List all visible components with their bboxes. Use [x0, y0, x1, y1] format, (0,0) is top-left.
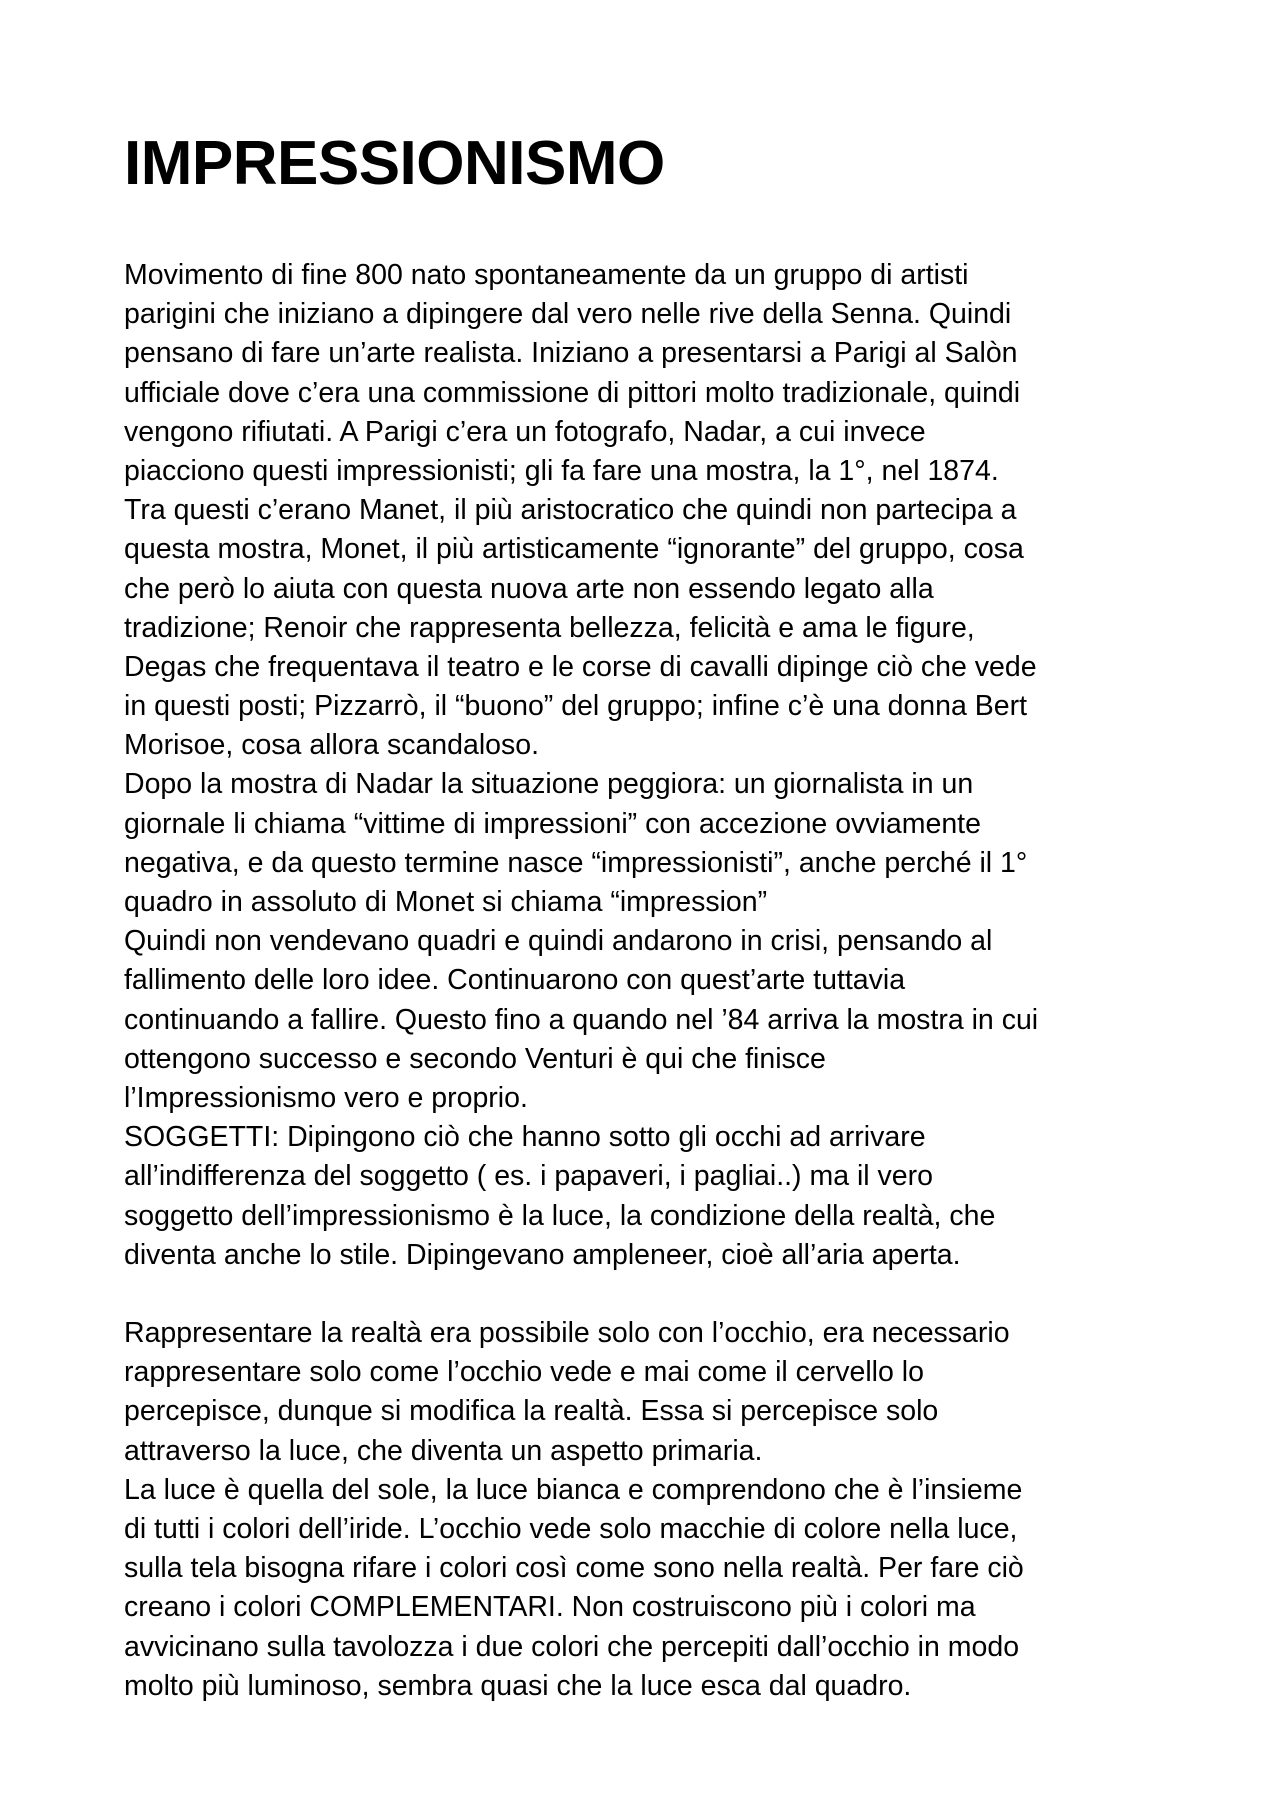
text-line: Quindi non vendevano quadri e quindi andarono in crisi, pensando al [124, 925, 993, 958]
text-line: fallimento delle loro idee. Continuarono con quest’arte tuttavia [124, 964, 906, 997]
document-body [124, 256, 1184, 1706]
text-line: rappresentare solo come l’occhio vede e mai come il cervello lo [124, 1356, 924, 1389]
text-line: ufficiale dove c’era una commissione di pittori molto tradizionale, quindi [124, 376, 1021, 409]
text-line: pensano di fare un’arte realista. Iniziano a presentarsi a Parigi al Salòn [124, 337, 1018, 370]
text-line: questa mostra, Monet, il più artisticamente “ignorante” del gruppo, cosa [124, 533, 1024, 566]
text-line: percepisce, dunque si modifica la realtà. Essa si percepisce solo [124, 1395, 939, 1428]
document-title: IMPRESSIONISMO [124, 129, 665, 198]
text-line: Dopo la mostra di Nadar la situazione peggiora: un giornalista in un [124, 768, 974, 801]
text-line: negativa, e da questo termine nasce “impressionisti”, anche perché il 1° [124, 846, 1028, 879]
text-line: Rappresentare la realtà era possibile solo con l’occhio, era necessario [124, 1317, 1010, 1350]
text-line: diventa anche lo stile. Dipingevano ampleneer, cioè all’aria aperta. [124, 1238, 961, 1271]
text-line: giornale li chiama “vittime di impressioni” con accezione ovviamente [124, 807, 981, 840]
text-line: Movimento di fine 800 nato spontaneamente da un gruppo di artisti [124, 259, 969, 291]
text-line: vengono rifiutati. A Parigi c’era un fotografo, Nadar, a cui invece [124, 415, 926, 448]
text-line: quadro in assoluto di Monet si chiama “impression” [124, 886, 768, 918]
text-line: sulla tela bisogna rifare i colori così come sono nella realtà. Per fare ciò [124, 1552, 1024, 1585]
text-line: La luce è quella del sole, la luce bianca e comprendono che è l’insieme [124, 1473, 1023, 1506]
text-line: Morisoe, cosa allora scandaloso. [124, 729, 540, 762]
paragraph-block-2 [124, 1314, 1184, 1706]
text-line: piacciono questi impressionisti; gli fa fare una mostra, la 1°, nel 1874. [124, 454, 999, 487]
paragraph-block-1 [124, 256, 1184, 1275]
text-line: avvicinano sulla tavolozza i due colori che percepiti dall’occhio in modo [124, 1630, 1020, 1663]
text-line: Degas che frequentava il teatro e le corse di cavalli dipinge ciò che vede [124, 650, 1037, 683]
text-line: di tutti i colori dell’iride. L’occhio vede solo macchie di colore nella luce, [124, 1513, 1018, 1545]
text-line: in questi posti; Pizzarrò, il “buono” del gruppo; infine c’è una donna Bert [124, 690, 1028, 723]
text-line: parigini che iniziano a dipingere dal vero nelle rive della Senna. Quindi [124, 298, 1012, 331]
text-line: continuando a fallire. Questo fino a quando nel ’84 arriva la mostra in cui [124, 1003, 1039, 1036]
text-line: tradizione; Renoir che rappresenta bellezza, felicità e ama le figure, [124, 611, 975, 644]
paragraph-gap [124, 1275, 1184, 1314]
text-line: l’Impressionismo vero e proprio. [124, 1081, 528, 1114]
text-line: SOGGETTI: Dipingono ciò che hanno sotto gli occhi ad arrivare [124, 1121, 926, 1154]
text-line: soggetto dell’impressionismo è la luce, la condizione della realtà, che [124, 1199, 996, 1232]
text-line: all’indifferenza del soggetto ( es. i papaveri, i pagliai..) ma il vero [124, 1160, 933, 1193]
text-line: attraverso la luce, che diventa un aspetto primaria. [124, 1434, 763, 1467]
text-line: molto più luminoso, sembra quasi che la luce esca dal quadro. [124, 1669, 912, 1702]
text-line: Tra questi c’erano Manet, il più aristocratico che quindi non partecipa a [124, 494, 1017, 527]
text-line: che però lo aiuta con questa nuova arte non essendo legato alla [124, 572, 934, 605]
text-line: creano i colori COMPLEMENTARI. Non costruiscono più i colori ma [124, 1591, 976, 1624]
text-line: ottengono successo e secondo Venturi è qui che finisce [124, 1042, 826, 1075]
